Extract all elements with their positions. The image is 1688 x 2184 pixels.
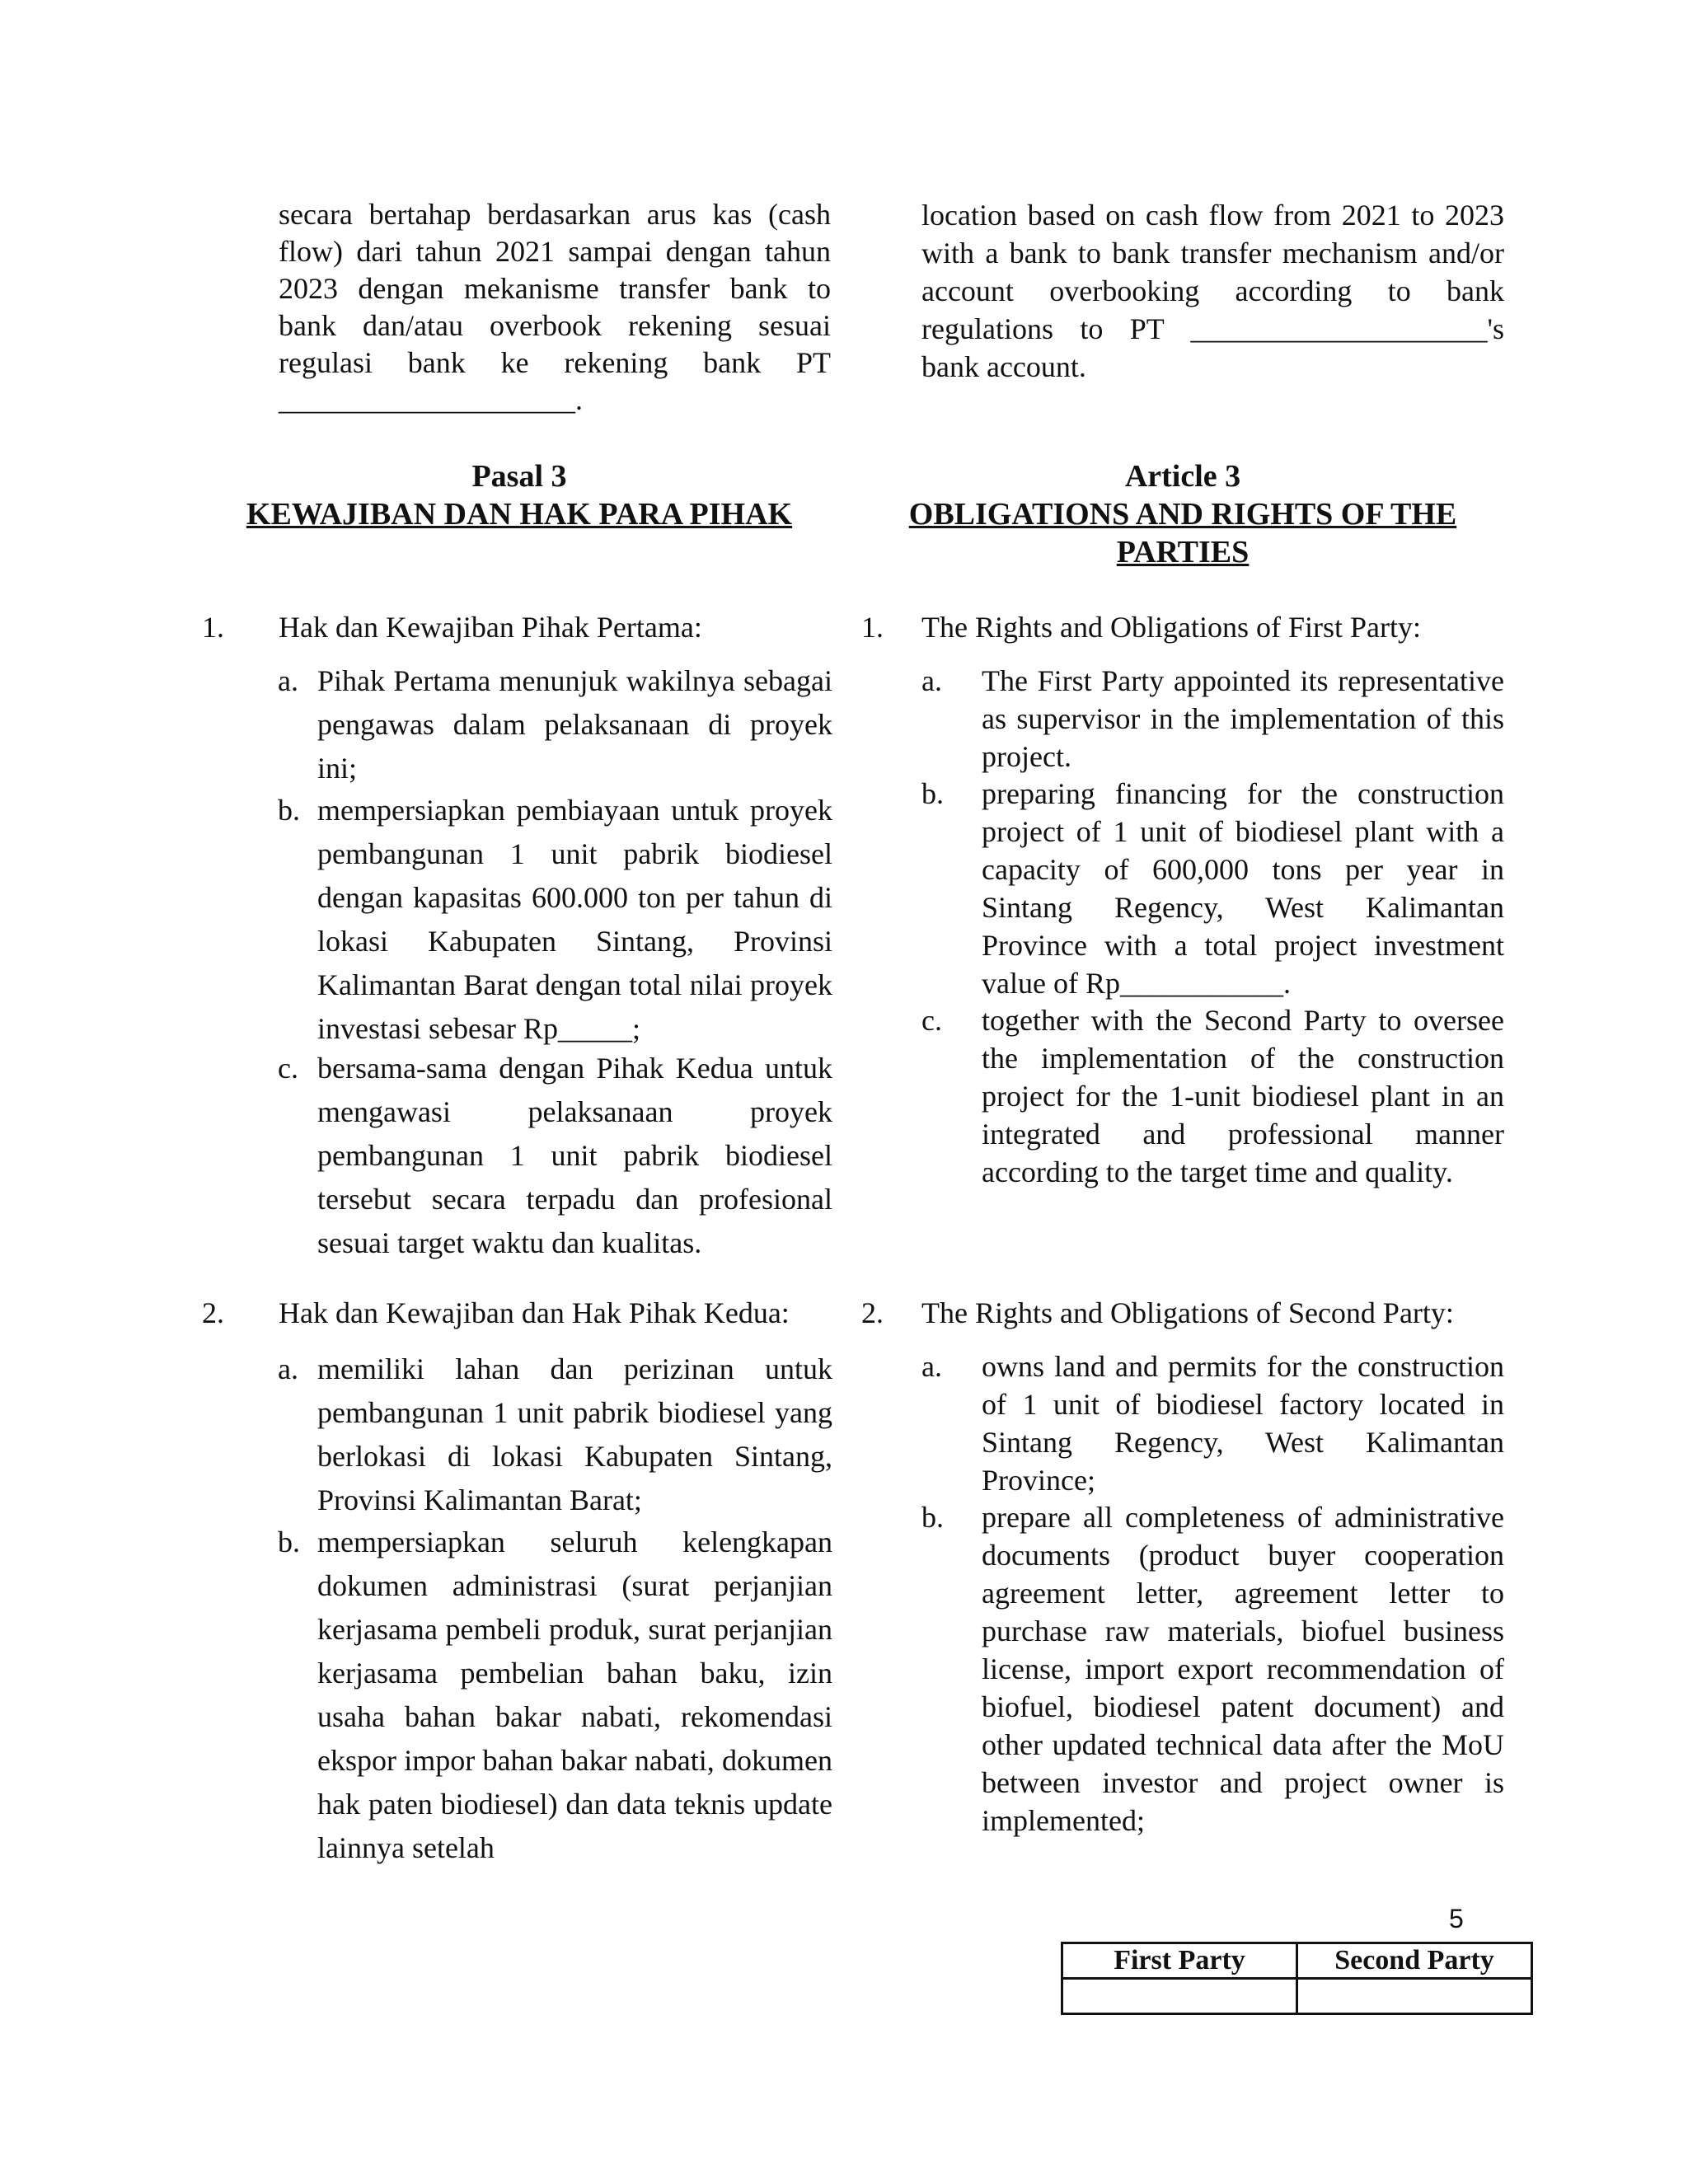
second-party-header: Second Party bbox=[1297, 1943, 1532, 1979]
sub-letter: a. bbox=[921, 664, 942, 697]
sub-letter: b. bbox=[921, 1501, 944, 1534]
sub-text: owns land and permits for the construction of 1 unit of biodiesel factory located in Sintang Regency, West Kalimantan Province; bbox=[982, 1350, 1504, 1497]
second-party-signature-cell bbox=[1297, 1979, 1532, 2014]
left-intro-paragraph: secara bertahap berdasarkan arus kas (cash flow) dari tahun 2021 sampai dengan tahun 2023 dengan mekanisme transfer bank to bank dan/atau overbook rekening sesuai regulasi bank ke rekening bank PT ____________________. bbox=[279, 198, 831, 416]
right-article-heading bbox=[861, 457, 1504, 571]
indonesian-column bbox=[202, 0, 832, 1896]
right-item-1-number: 1. bbox=[861, 611, 884, 644]
first-party-header: First Party bbox=[1062, 1943, 1297, 1979]
sub-letter: a. bbox=[278, 664, 298, 697]
sub-text: mempersiapkan pembiayaan untuk proyek pembangunan 1 unit pabrik biodiesel dengan kapasitas 600.000 ton per tahun di lokasi Kabupaten Sintang, Provinsi Kalimantan Barat dengan total nilai proyek investasi sebesar Rp_____; bbox=[317, 794, 832, 1045]
signature-table bbox=[1061, 1942, 1533, 2015]
left-article-heading bbox=[206, 457, 832, 533]
sub-text: The First Party appointed its representative as supervisor in the implementation of this project. bbox=[982, 664, 1504, 773]
sub-letter: b. bbox=[278, 1526, 300, 1558]
sub-text: bersama-sama dengan Pihak Kedua untuk mengawasi pelaksanaan proyek pembangunan 1 unit pabrik biodiesel tersebut secara terpadu dan profesional sesuai target waktu dan kualitas. bbox=[317, 1052, 832, 1259]
left-item-1-number: 1. bbox=[202, 611, 224, 644]
page-number: 5 bbox=[1449, 1904, 1464, 1933]
right-item-2-label: The Rights and Obligations of Second Party: bbox=[921, 1296, 1454, 1329]
first-party-signature-cell bbox=[1062, 1979, 1297, 2014]
left-item-2-label: Hak dan Kewajiban dan Hak Pihak Kedua: bbox=[279, 1296, 790, 1329]
sub-text: preparing financing for the construction project of 1 unit of biodiesel plant with a capacity of 600,000 tons per year in Sintang Regency, West Kalimantan Province with a total project investment value of Rp___________. bbox=[982, 777, 1504, 1000]
right-item-2-number: 2. bbox=[861, 1296, 884, 1329]
left-item-1-label: Hak dan Kewajiban Pihak Pertama: bbox=[279, 611, 702, 644]
sub-letter: c. bbox=[921, 1004, 942, 1037]
right-article-label: Article 3 bbox=[1124, 459, 1241, 494]
sub-letter: a. bbox=[278, 1352, 298, 1385]
sub-letter: a. bbox=[921, 1350, 942, 1383]
sub-text: together with the Second Party to oversee the implementation of the construction project for the 1-unit biodiesel plant in an integrated and professional manner according to the target time and quality. bbox=[982, 1004, 1504, 1188]
sub-letter: b. bbox=[921, 777, 944, 810]
left-article-title: KEWAJIBAN DAN HAK PARA PIHAK bbox=[246, 497, 793, 532]
left-item-2-number: 2. bbox=[202, 1296, 224, 1329]
right-item-1-label: The Rights and Obligations of First Party: bbox=[921, 611, 1421, 644]
sub-text: memiliki lahan dan perizinan untuk pembangunan 1 unit pabrik biodiesel yang berlokasi di lokasi Kabupaten Sintang, Provinsi Kalimantan Barat; bbox=[317, 1352, 832, 1516]
sub-letter: b. bbox=[278, 794, 300, 827]
sub-letter: c. bbox=[278, 1052, 298, 1085]
sub-text: prepare all completeness of administrative documents (product buyer cooperation agreement letter, agreement letter to purchase raw materials, biofuel business license, import export recommendation of biofuel, biodiesel patent document) and other updated technical data after the MoU between investor and project owner is implemented; bbox=[982, 1501, 1504, 1837]
english-column bbox=[861, 0, 1504, 1896]
sub-text: Pihak Pertama menunjuk wakilnya sebagai pengawas dalam pelaksanaan di proyek ini; bbox=[317, 664, 832, 785]
right-intro-paragraph: location based on cash flow from 2021 to 2023 with a bank to bank transfer mechanism and/or account overbooking according to bank regulations to PT ____________________'s bank account. bbox=[921, 199, 1504, 383]
sub-text: mempersiapkan seluruh kelengkapan dokumen administrasi (surat perjanjian kerjasama pembeli produk, surat perjanjian kerjasama pembelian bahan baku, izin usaha bahan bakar nabati, rekomendasi ekspor impor bahan bakar nabati, dokumen hak paten biodiesel) dan data teknis update lainnya setelah bbox=[317, 1526, 832, 1864]
left-article-label: Pasal 3 bbox=[471, 459, 567, 494]
right-article-title: OBLIGATIONS AND RIGHTS OF THE PARTIES bbox=[908, 497, 1457, 569]
